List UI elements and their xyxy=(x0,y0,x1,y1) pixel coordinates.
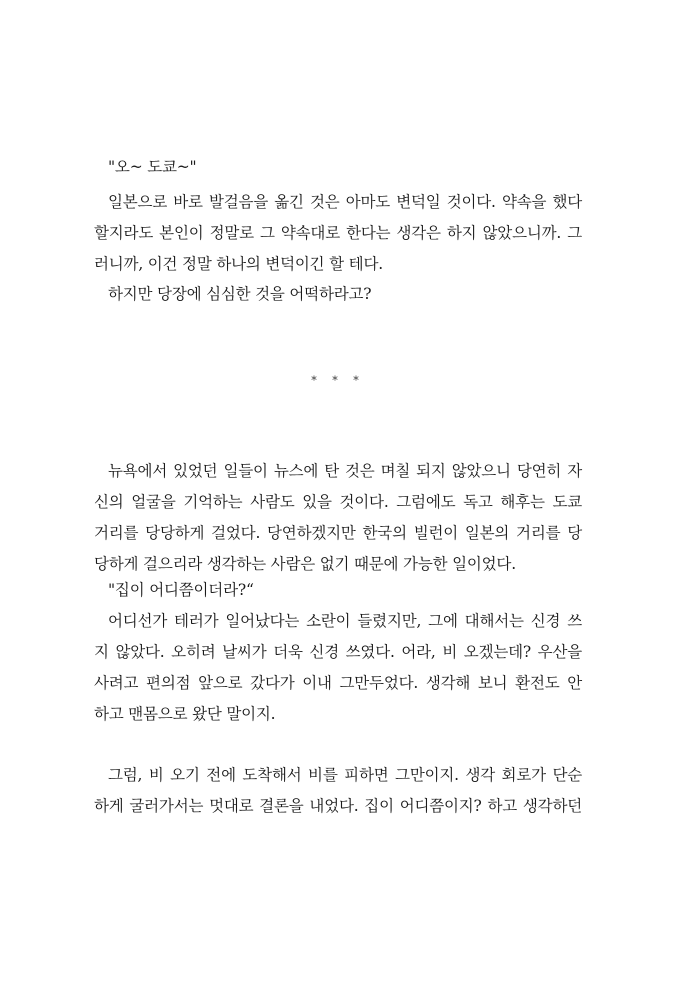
paragraph-line: 신의 얼굴을 기억하는 사람도 있을 것이다. 그럼에도 독고 해후는 도쿄 xyxy=(94,493,582,511)
paragraph-line: 일본으로 바로 발걸음을 옮긴 것은 아마도 변덕일 것이다. 약속을 했다 xyxy=(108,193,582,211)
scene-break: * * * xyxy=(311,374,365,387)
paragraph-line: 그럼, 비 오기 전에 도착해서 비를 피하면 그만이지. 생각 회로가 단순 xyxy=(108,766,582,784)
dialogue-line: "오~ 도쿄~" xyxy=(108,158,197,176)
paragraph-line: 할지라도 본인이 정말로 그 약속대로 한다는 생각은 하지 않았으니까. 그 xyxy=(94,224,582,242)
paragraph-line: 거리를 당당하게 걸었다. 당연하겠지만 한국의 빌런이 일본의 거리를 당 xyxy=(94,524,582,542)
paragraph-line: 하지만 당장에 심심한 것을 어떡하라고? xyxy=(108,285,372,303)
dialogue-line: "집이 어디쯤이더라?“ xyxy=(108,581,254,599)
paragraph-line: 하게 굴러가서는 멋대로 결론을 내었다. 집이 어디쯤이지? 하고 생각하던 xyxy=(94,797,582,815)
paragraph-line: 뉴욕에서 있었던 일들이 뉴스에 탄 것은 며칠 되지 않았으니 당연히 자 xyxy=(108,462,582,480)
paragraph-line: 하고 맨몸으로 왔단 말이지. xyxy=(94,705,276,723)
paragraph-line: 당하게 걸으리라 생각하는 사람은 없기 때문에 가능한 일이었다. xyxy=(94,555,516,573)
paragraph-line: 사려고 편의점 앞으로 갔다가 이내 그만두었다. 생각해 보니 환전도 안 xyxy=(94,674,582,692)
paragraph-line: 어디선가 테러가 일어났다는 소란이 들렸지만, 그에 대해서는 신경 쓰 xyxy=(108,612,582,630)
paragraph-line: 러니까, 이건 정말 하나의 변덕이긴 할 테다. xyxy=(94,255,383,273)
paragraph-line: 지 않았다. 오히려 날씨가 더욱 신경 쓰였다. 어라, 비 오겠는데? 우산을 xyxy=(94,643,582,661)
